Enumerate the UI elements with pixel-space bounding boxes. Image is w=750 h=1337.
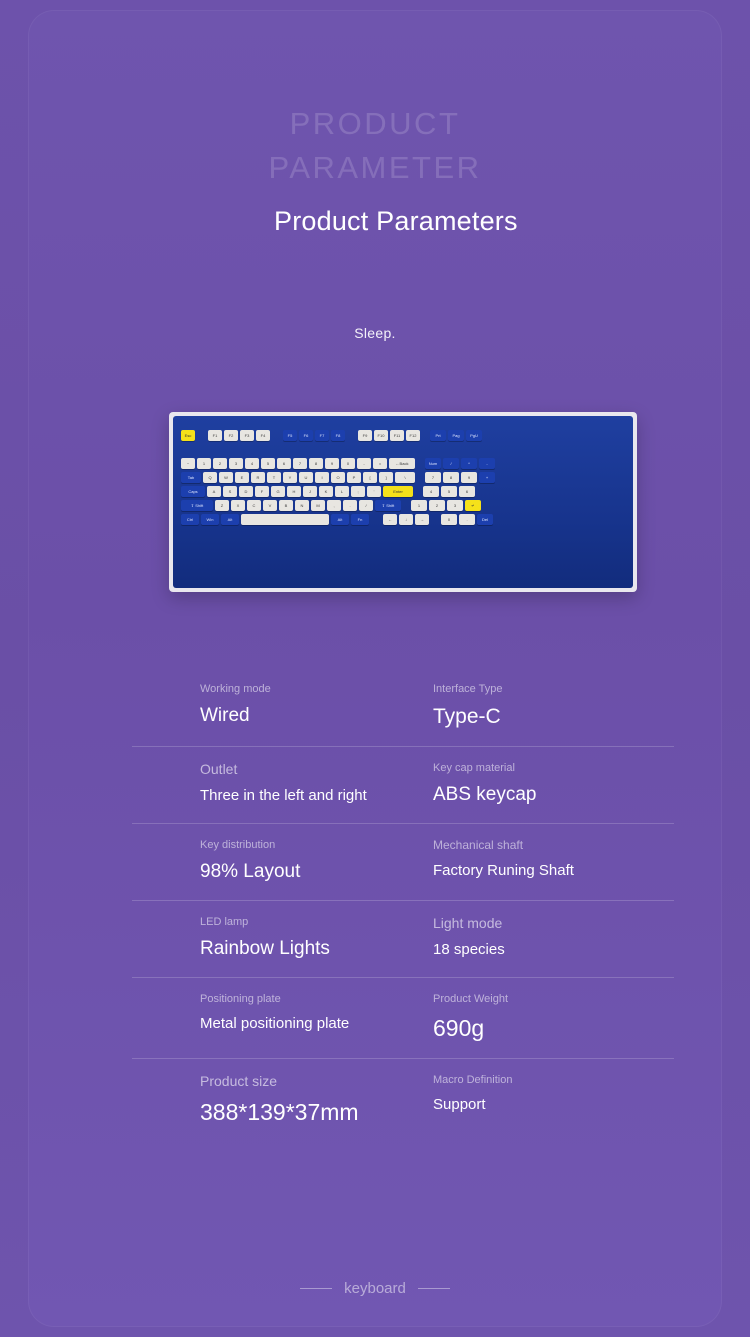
keyboard-key: 6 [459,486,475,497]
keyboard-key: F3 [240,430,254,441]
keyboard-key: 1 [411,500,427,511]
spec-cell [132,978,403,1058]
keyboard-key: F1 [208,430,222,441]
spec-value: Metal positioning plate [200,1015,350,1032]
keyboard-key: F6 [299,430,313,441]
keyboard-key: F9 [358,430,372,441]
keyboard-key: Alt [221,514,239,525]
keyboard-key [197,430,206,441]
keyboard-key: * [461,458,477,469]
keyboard-key: F5 [283,430,297,441]
keyboard-key: F4 [256,430,270,441]
spec-label: Working mode [200,683,271,695]
keyboard-key: . [343,500,357,511]
keyboard-key: PgU [466,430,482,441]
keyboard-key: Alt [331,514,349,525]
keyboard-key: 6 [277,458,291,469]
keyboard-key: F11 [390,430,404,441]
keyboard-key: 2 [213,458,227,469]
keyboard-key: Win [201,514,219,525]
keyboard-key: 0 [441,514,457,525]
ghost-heading [28,102,722,190]
keyboard-key: Pag [448,430,464,441]
keyboard-key: Fn [351,514,369,525]
keyboard-key: W [219,472,233,483]
keyboard-key: 9 [325,458,339,469]
keyboard-key: 5 [441,486,457,497]
keyboard-row [181,486,475,497]
spec-value: Support [433,1096,486,1113]
keyboard-key: K [319,486,333,497]
keyboard-key: 2 [429,500,445,511]
keyboard-key: P [347,472,361,483]
spec-label: Key cap material [433,762,515,774]
keyboard-key: G [271,486,285,497]
keyboard-key: N [295,500,309,511]
keyboard-key: ] [379,472,393,483]
keyboard-key: Enter [383,486,413,497]
keyboard-key [415,486,421,497]
keyboard-key: R [251,472,265,483]
keyboard-key: F7 [315,430,329,441]
keyboard-key: M [311,500,325,511]
spec-cell [132,747,403,823]
keyboard-key: 8 [443,472,459,483]
keyboard-key: ↓ [399,514,413,525]
ghost-heading-line1: PRODUCT [289,106,461,141]
keyboard-row [181,514,493,525]
keyboard-key [422,430,428,441]
keyboard-key [241,514,329,525]
keyboard-key [403,500,409,511]
keyboard-key: 3 [229,458,243,469]
keyboard-key: 1 [197,458,211,469]
keyboard-key: C [247,500,261,511]
keyboard-key: + [479,472,495,483]
keyboard-key: ; [351,486,365,497]
keyboard-key: Ctrl [181,514,199,525]
spec-row [132,978,674,1059]
content-panel [28,10,722,1327]
keyboard-key: H [287,486,301,497]
keyboard-key: F8 [331,430,345,441]
spec-label: Light mode [433,915,503,931]
keyboard-key: ↵ [465,500,481,511]
keyboard-row [181,472,495,483]
spec-cell [132,668,403,746]
product-image [169,412,637,592]
keyboard-key: A [207,486,221,497]
keyboard-key: / [359,500,373,511]
keyboard-key: F10 [374,430,388,441]
spec-label: Interface Type [433,683,503,695]
keyboard-key [371,514,381,525]
keyboard-key: ← [383,514,397,525]
keyboard-key: = [373,458,387,469]
subtitle: Sleep. [354,325,396,341]
spec-value: 388*139*37mm [200,1099,359,1125]
keyboard-illustration [173,416,633,588]
keyboard-key: 3 [447,500,463,511]
keyboard-key [347,430,356,441]
spec-label: Mechanical shaft [433,838,524,852]
keyboard-key: D [239,486,253,497]
spec-row [132,1059,674,1142]
spec-label: Outlet [200,761,238,777]
keyboard-key: - [479,458,495,469]
keyboard-key: 9 [461,472,477,483]
spec-label: LED lamp [200,916,249,928]
spec-value: ABS keycap [433,784,537,805]
spec-label: Product size [200,1073,278,1089]
keyboard-key: ←Back [389,458,415,469]
keyboard-key: Caps [181,486,205,497]
keyboard-key: F2 [224,430,238,441]
footer-dash-right [418,1288,450,1289]
spec-value: Type-C [433,705,501,728]
keyboard-key: → [415,514,429,525]
keyboard-key: 8 [309,458,323,469]
keyboard-key: S [223,486,237,497]
spec-cell [403,824,674,900]
keyboard-key: 7 [293,458,307,469]
keyboard-key: Num [425,458,441,469]
spec-label: Positioning plate [200,993,281,1005]
keyboard-key: X [231,500,245,511]
spec-label: Product Weight [433,993,509,1005]
keyboard-key: F12 [406,430,420,441]
keyboard-key: Del [477,514,493,525]
keyboard-key: Y [283,472,297,483]
spec-row [132,668,674,747]
spec-row [132,824,674,901]
spec-table [132,668,674,1142]
spec-value: Factory Runing Shaft [433,862,574,879]
spec-cell [403,1059,674,1142]
keyboard-key: T [267,472,281,483]
keyboard-key [272,430,281,441]
spec-cell [132,1059,403,1142]
spec-cell [132,824,403,900]
keyboard-key: / [443,458,459,469]
keyboard-row [181,430,482,441]
keyboard-key: F [255,486,269,497]
keyboard-key: 7 [425,472,441,483]
keyboard-key: \ [395,472,415,483]
keyboard-key [417,458,423,469]
keyboard-key: - [357,458,371,469]
keyboard-key: ~ [181,458,195,469]
keyboard-key [417,472,423,483]
keyboard-key: , [327,500,341,511]
keyboard-key: ' [367,486,381,497]
spec-cell [403,978,674,1058]
spec-value: Rainbow Lights [200,938,330,959]
spec-value: 18 species [433,941,505,958]
keyboard-key: 5 [261,458,275,469]
keyboard-key: Prt [430,430,446,441]
keyboard-key: . [459,514,475,525]
keyboard-key: J [303,486,317,497]
keyboard-key: O [331,472,345,483]
spec-value: 98% Layout [200,861,301,882]
spec-label: Key distribution [200,839,276,851]
footer [28,1280,722,1297]
spec-cell [403,747,674,823]
keyboard-key: Z [215,500,229,511]
keyboard-key: B [279,500,293,511]
keyboard-key: 0 [341,458,355,469]
keyboard-key: U [299,472,313,483]
keyboard-key: 4 [245,458,259,469]
ghost-heading-line2: PARAMETER [268,150,482,185]
spec-value: Three in the left and right [200,787,367,804]
keyboard-key: ⇧ Shift [181,500,213,511]
spec-cell [403,668,674,746]
keyboard-key [431,514,439,525]
keyboard-key: I [315,472,329,483]
spec-cell [403,901,674,977]
spec-value: 690g [433,1015,485,1041]
keyboard-row [181,458,495,469]
keyboard-key: ⇧ Shift [375,500,401,511]
keyboard-key: Tab [181,472,201,483]
spec-row [132,901,674,978]
keyboard-key: 4 [423,486,439,497]
spec-cell [132,901,403,977]
keyboard-key: Esc [181,430,195,441]
spec-label: Macro Definition [433,1074,513,1086]
keyboard-key: E [235,472,249,483]
spec-value: Wired [200,705,250,726]
keyboard-key: [ [363,472,377,483]
keyboard-key: Q [203,472,217,483]
keyboard-key: V [263,500,277,511]
footer-dash-left [300,1288,332,1289]
page-title: Product Parameters [274,206,518,236]
footer-label: keyboard [344,1280,406,1297]
keyboard-key: L [335,486,349,497]
keyboard-row [181,500,481,511]
spec-row [132,747,674,824]
